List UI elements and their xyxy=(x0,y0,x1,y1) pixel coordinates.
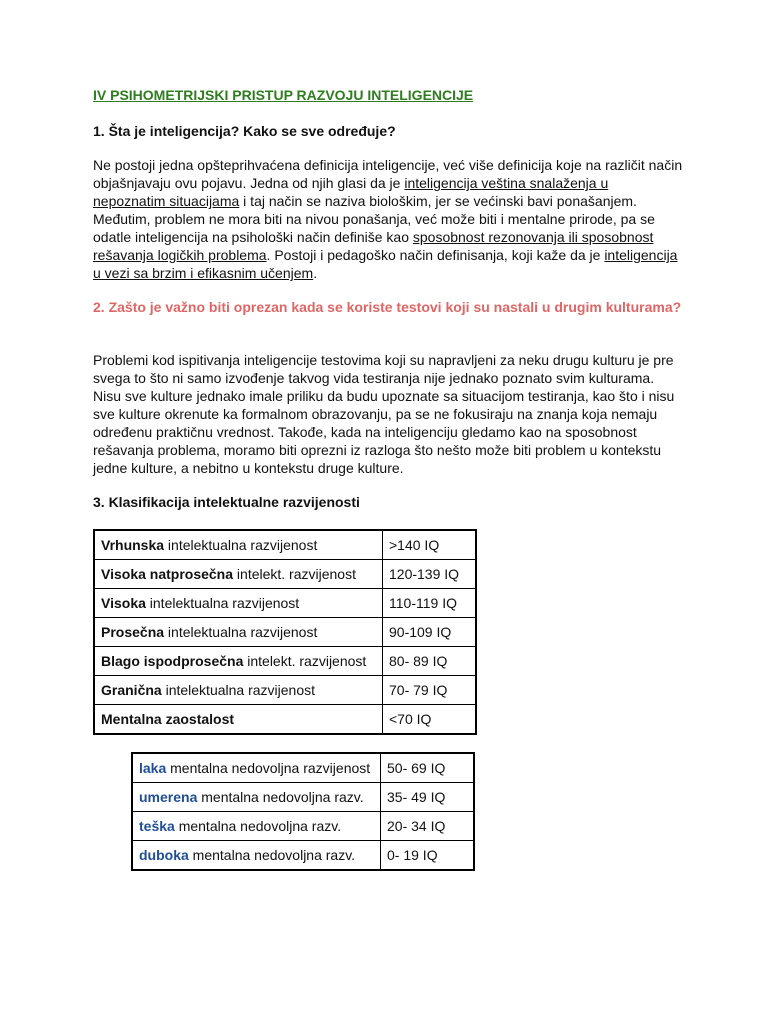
table-row xyxy=(94,676,476,705)
iq-range-cell: 110-119 IQ xyxy=(383,589,477,618)
iq-range-cell: >140 IQ xyxy=(383,530,477,560)
table-row xyxy=(132,783,474,812)
category-key: Prosečna xyxy=(101,624,165,640)
answer-1-text-d: . xyxy=(313,265,318,281)
answer-2-paragraph: Problemi kod ispitivanja inteligencije testovima koji su napravljeni za neku drugu kulturu je pre svega to što ni samo izvođenje takvog vida testiranja nije jednako poznato svim kulturama. Nisu sve kulture jednako imale priliku da budu upoznate sa situacijom testiranja, kao što i nisu sve kulture okrenute ka formalnom obrazovanju, pa se ne fokusiraju na znanja koja nemaju određenu praktičnu vrednost. Takođe, kada na inteligenciju gledamo kao na sposobnost rešavanja problema, moramo biti oprezni iz razloga što nešto može biti problem u kontekstu jedne kulture, a nebitno u kontekstu druge kulture. xyxy=(93,352,675,476)
document-title: IV PSIHOMETRIJSKI PRISTUP RAZVOJU INTELIGENCIJE xyxy=(93,87,474,103)
answer-1-text-c: . Postoji i pedagoško način definisanja, koji kaže da je xyxy=(266,247,605,263)
category-rest: intelekt. razvijenost xyxy=(233,566,356,582)
category-rest: mentalna nedovoljna razv. xyxy=(197,789,364,805)
question-3-heading: 3. Klasifikacija intelektualne razvijenosti xyxy=(93,494,360,510)
table-row xyxy=(132,841,474,871)
iq-range-cell: 50- 69 IQ xyxy=(381,753,475,783)
category-cell xyxy=(94,676,383,705)
answer-1-text-b: i taj način se naziva biološkim, jer se većinski bavi ponašanjem. Međutim, problem ne mora biti na nivou ponašanja, već može biti i mentalne prirode, pa se odatle inteligencija na psihološki način definiše kao xyxy=(93,193,655,245)
category-key: Blago ispodprosečna xyxy=(101,653,244,669)
category-key: Visoka xyxy=(101,595,146,611)
answer-1-underline-b: sposobnost rezonovanja ili sposobnost rešavanja logičkih problema xyxy=(93,229,654,263)
iq-range-cell: 90-109 IQ xyxy=(383,618,477,647)
category-key: Visoka natprosečna xyxy=(101,566,234,582)
iq-range-cell: 35- 49 IQ xyxy=(381,783,475,812)
answer-1-underline-a: inteligencija veština snalaženja u nepoznatim situacijama xyxy=(93,175,609,209)
category-key: laka xyxy=(139,760,167,776)
answer-1-paragraph xyxy=(93,156,683,282)
table-row xyxy=(132,812,474,841)
category-rest: intelektualna razvijenost xyxy=(164,537,318,553)
category-key: Granična xyxy=(101,682,162,698)
subclassification-table xyxy=(131,752,475,871)
question-2-heading: 2. Zašto je važno biti oprezan kada se koriste testovi koji su nastali u drugim kulturama? xyxy=(93,299,682,315)
iq-range-cell: 0- 19 IQ xyxy=(381,841,475,871)
category-cell xyxy=(132,841,381,871)
category-rest: intelektualna razvijenost xyxy=(161,682,316,698)
category-rest: mentalna nedovoljna razv. xyxy=(174,818,342,834)
iq-range-cell: 120-139 IQ xyxy=(383,560,477,589)
table-row xyxy=(94,618,476,647)
category-rest: mentalna nedovoljna razvijenost xyxy=(166,760,371,776)
category-cell xyxy=(94,647,383,676)
category-key: duboka xyxy=(139,847,189,863)
category-cell xyxy=(132,783,381,812)
iq-range-cell: <70 IQ xyxy=(383,705,477,735)
category-cell xyxy=(94,618,383,647)
iq-range-cell: 20- 34 IQ xyxy=(381,812,475,841)
category-cell xyxy=(94,530,383,560)
category-cell xyxy=(94,560,383,589)
table-row xyxy=(94,647,476,676)
table-row xyxy=(94,589,476,618)
table-row xyxy=(94,530,476,560)
answer-1-underline-c: inteligencija u vezi sa brzim i efikasnim učenjem xyxy=(93,247,678,281)
table-row xyxy=(94,705,476,735)
category-rest: intelektualna razvijenost xyxy=(164,624,318,640)
category-key: Vrhunska xyxy=(101,537,165,553)
category-cell xyxy=(94,705,383,735)
category-key: Mentalna zaostalost xyxy=(101,711,235,727)
category-cell xyxy=(94,589,383,618)
category-cell xyxy=(132,753,381,783)
iq-range-cell: 70- 79 IQ xyxy=(383,676,477,705)
table-row xyxy=(94,560,476,589)
category-cell xyxy=(132,812,381,841)
category-rest: mentalna nedovoljna razv. xyxy=(188,847,356,863)
question-1-heading: 1. Šta je inteligencija? Kako se sve određuje? xyxy=(93,123,396,139)
classification-table xyxy=(93,529,477,735)
answer-1-text-a: Ne postoji jedna opšteprihvaćena definicija inteligencije, već više definicija koje na različit način objašnjavaju ovu pojavu. Jedna od njih glasi da je xyxy=(93,157,683,191)
category-key: teška xyxy=(139,818,175,834)
category-key: umerena xyxy=(139,789,198,805)
table-row xyxy=(132,753,474,783)
category-rest: intelekt. razvijenost xyxy=(243,653,367,669)
category-rest: intelektualna razvijenost xyxy=(145,595,300,611)
iq-range-cell: 80- 89 IQ xyxy=(383,647,477,676)
